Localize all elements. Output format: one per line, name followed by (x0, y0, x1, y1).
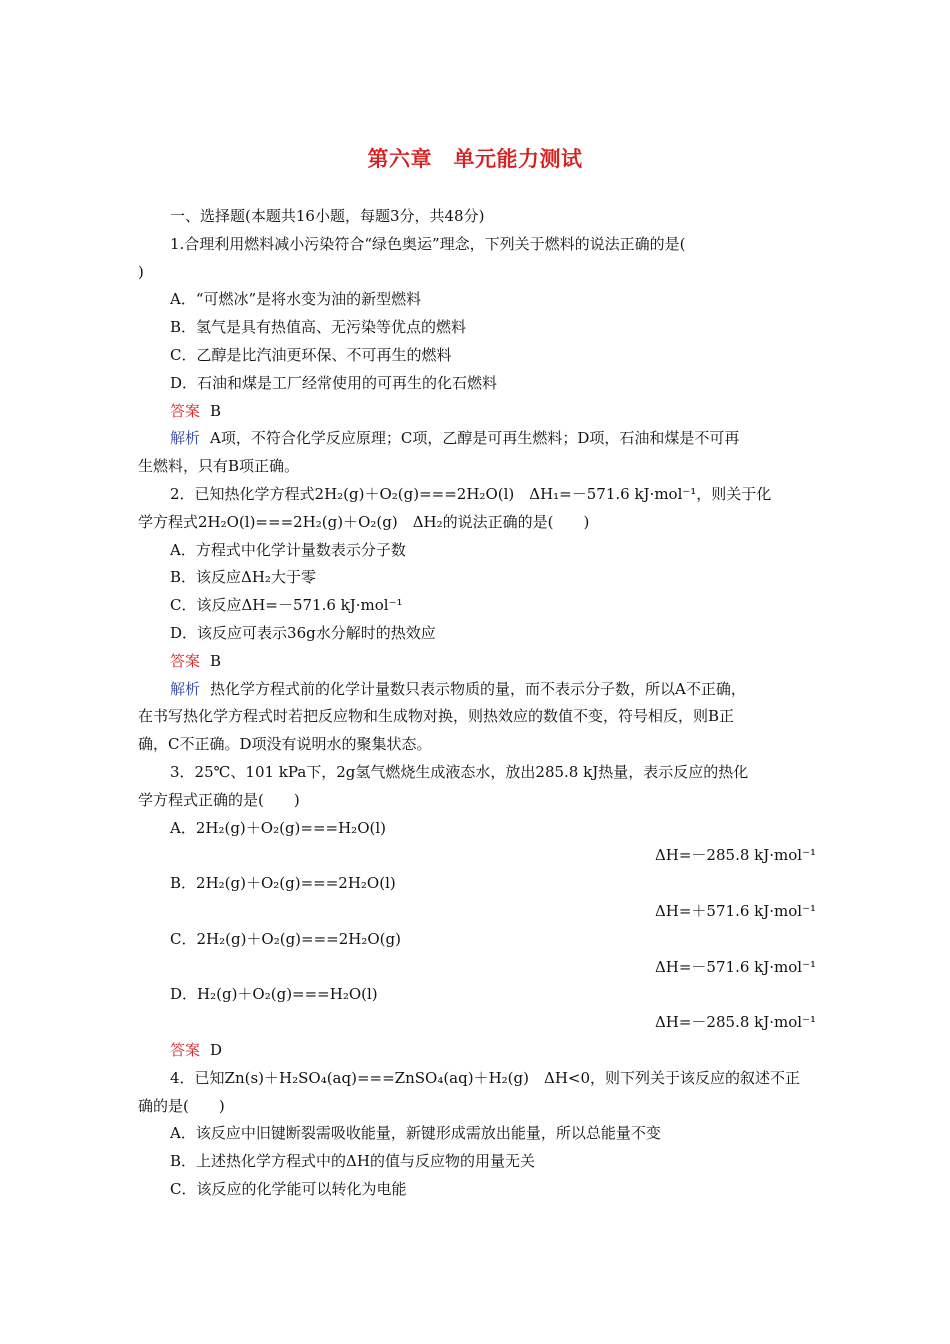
q1-option-b: B．氢气是具有热值高、无污染等优点的燃料 (170, 318, 467, 337)
q1-option-d: D．石油和煤是工厂经常使用的可再生的化石燃料 (170, 373, 498, 392)
q3-option-b: B．2H₂(g)＋O₂(g)===2H₂O(l) (170, 874, 396, 893)
q1-answer-value: B (210, 401, 222, 420)
q3-option-a-enthalpy: ΔH=－285.8 kJ·mol⁻¹ (654, 846, 816, 865)
answer-label: 答案 (170, 651, 201, 670)
q2-stem-line1: 2．已知热化学方程式2H₂(g)＋O₂(g)===2H₂O(l) ΔH₁=－571.6 kJ·mol⁻¹，则关于化 (170, 484, 772, 503)
q3-option-d-enthalpy: ΔH=－285.8 kJ·mol⁻¹ (654, 1013, 816, 1032)
q2-answer-value: B (210, 651, 222, 670)
analysis-label: 解析 (170, 679, 201, 698)
q3-answer-value: D (210, 1040, 223, 1059)
q1-stem-line2: ) (138, 262, 144, 281)
q1-analysis-line2: 生燃料，只有B项正确。 (138, 457, 300, 476)
q3-stem-line2: 学方程式正确的是( ) (138, 790, 300, 809)
q1-analysis-text: A项，不符合化学反应原理；C项，乙醇是可再生燃料；D项，石油和煤是不可再 (210, 429, 740, 448)
analysis-label: 解析 (170, 429, 201, 448)
q3-option-c-enthalpy: ΔH=－571.6 kJ·mol⁻¹ (654, 957, 816, 976)
q1-answer (138, 398, 818, 426)
q2-option-c: C．该反应ΔH=－571.6 kJ·mol⁻¹ (170, 596, 403, 615)
q4-option-a: A．该反应中旧键断裂需吸收能量，新键形成需放出能量，所以总能量不变 (170, 1124, 661, 1143)
q3-answer (138, 1037, 818, 1065)
q3-option-b-enthalpy: ΔH=＋571.6 kJ·mol⁻¹ (654, 901, 816, 920)
q2-option-d: D．该反应可表示36g水分解时的热效应 (170, 623, 436, 642)
q4-stem-line1: 4．已知Zn(s)＋H₂SO₄(aq)===ZnSO₄(aq)＋H₂(g) ΔH<0，则下列关于该反应的叙述不正 (170, 1068, 801, 1087)
q2-analysis-line3: 确，C不正确。D项没有说明水的聚集状态。 (138, 735, 432, 754)
q2-option-b: B．该反应ΔH₂大于零 (170, 568, 316, 587)
q2-analysis-text: 热化学方程式前的化学计量数只表示物质的量，而不表示分子数，所以A不正确， (210, 679, 746, 698)
answer-label: 答案 (170, 1040, 201, 1059)
q2-analysis-line2: 在书写热化学方程式时若把反应物和生成物对换，则热效应的数值不变，符号相反，则B正 (138, 707, 735, 726)
q1-option-c: C．乙醇是比汽油更环保、不可再生的燃料 (170, 345, 452, 364)
q3-stem-line1: 3．25℃、101 kPa下，2g氢气燃烧生成液态水，放出285.8 kJ热量，表示反应的热化 (170, 762, 749, 781)
q1-analysis-line1 (138, 425, 818, 453)
q4-option-b: B．上述热化学方程式中的ΔH的值与反应物的用量无关 (170, 1152, 535, 1171)
section-heading: 一、选择题(本题共16小题，每题3分，共48分) (170, 207, 485, 225)
q4-option-c: C．该反应的化学能可以转化为电能 (170, 1179, 407, 1198)
q2-analysis-line1 (138, 676, 818, 704)
q4-stem-line2: 确的是( ) (138, 1096, 225, 1115)
q1-stem-line1: 1.合理利用燃料减小污染符合“绿色奥运”理念，下列关于燃料的说法正确的是( (170, 234, 686, 253)
answer-label: 答案 (170, 401, 201, 420)
q3-option-c: C．2H₂(g)＋O₂(g)===2H₂O(g) (170, 929, 401, 948)
question-list (138, 203, 818, 1204)
q2-stem-line2: 学方程式2H₂O(l)===2H₂(g)＋O₂(g) ΔH₂的说法正确的是( ) (138, 512, 590, 531)
q1-option-a: A．“可燃冰”是将水变为油的新型燃料 (170, 290, 422, 309)
q2-option-a: A．方程式中化学计量数表示分子数 (170, 540, 406, 559)
q2-answer (138, 648, 818, 676)
page-title: 第六章 单元能力测试 (367, 147, 583, 171)
q3-option-a: A．2H₂(g)＋O₂(g)===H₂O(l) (170, 818, 386, 837)
q3-option-d: D．H₂(g)＋O₂(g)===H₂O(l) (170, 985, 378, 1004)
